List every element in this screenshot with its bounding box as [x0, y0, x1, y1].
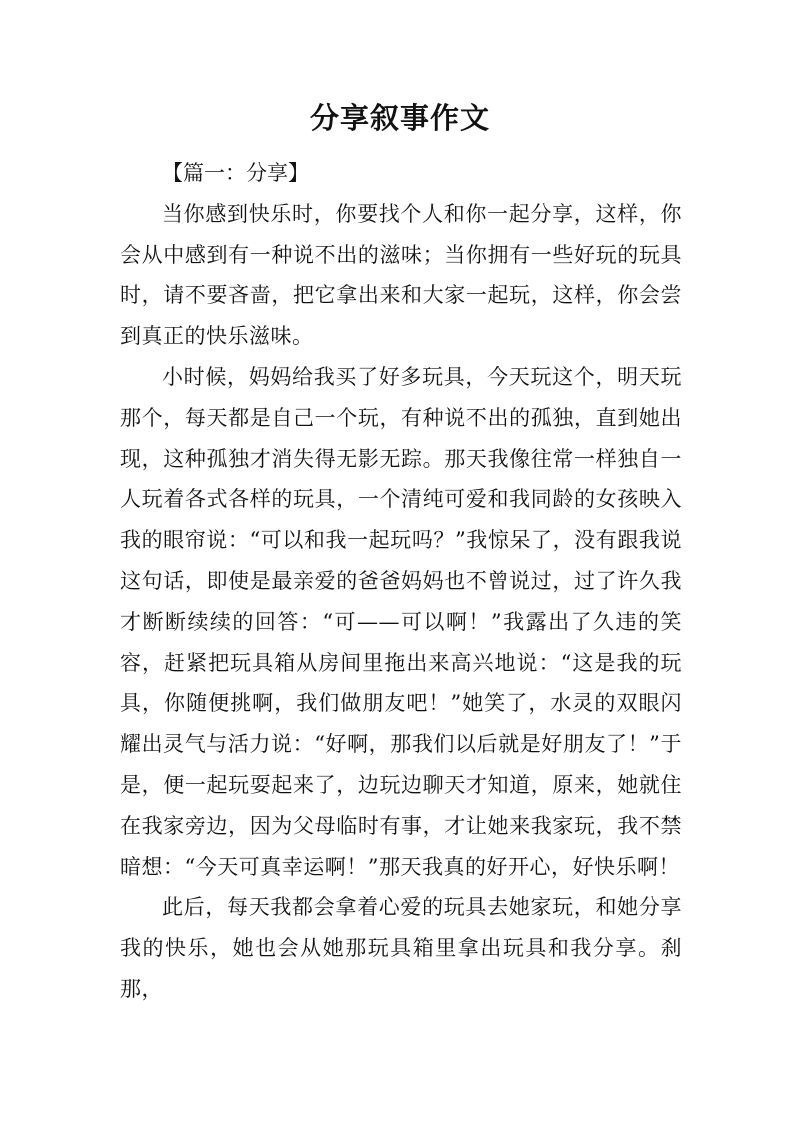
- section-label: 【篇一：分享】: [162, 161, 309, 185]
- document-title: 分享叙事作文: [309, 101, 490, 135]
- paragraph-2: 小时候，妈妈给我买了好多玩具，今天玩这个，明天玩那个，每天都是自己一个玩，有种说不出的孤独，直到她出现，这种孤独才消失得无影无踪。那天我像往常一样独自一人玩着各式各样的玩具，一个清纯可爱和我同龄的女孩映入我的眼帘说：“可以和我一起玩吗？”我惊呆了，没有跟我说这句话，即使是最亲爱的爸爸妈妈也不曾说过，过了许久我才断断续续的回答：“可——可以啊！”我露出了久违的笑容，赶紧把玩具箱从房间里拖出来高兴地说：“这是我的玩具，你随便挑啊，我们做朋友吧！”她笑了，水灵的双眼闪耀出灵气与活力说：“好啊，那我们以后就是好朋友了！”于是，便一起玩耍起来了，边玩边聊天才知道，原来，她就住在我家旁边，因为父母临时有事，才让她来我家玩，我不禁暗想：“今天可真幸运啊！”那天我真的好开心，好快乐啊！: [120, 364, 682, 879]
- document-body: [120, 153, 682, 1010]
- paragraph-1: 当你感到快乐时，你要找个人和你一起分享，这样，你会从中感到有一种说不出的滋味；当你拥有一些好玩的玩具时，请不要吝啬，把它拿出来和大家一起玩，这样，你会尝到真正的快乐滋味。: [120, 201, 682, 349]
- paragraph-3: 此后，每天我都会拿着心爱的玩具去她家玩，和她分享我的快乐，她也会从她那玩具箱里拿出玩具和我分享。刹那，: [120, 895, 682, 1001]
